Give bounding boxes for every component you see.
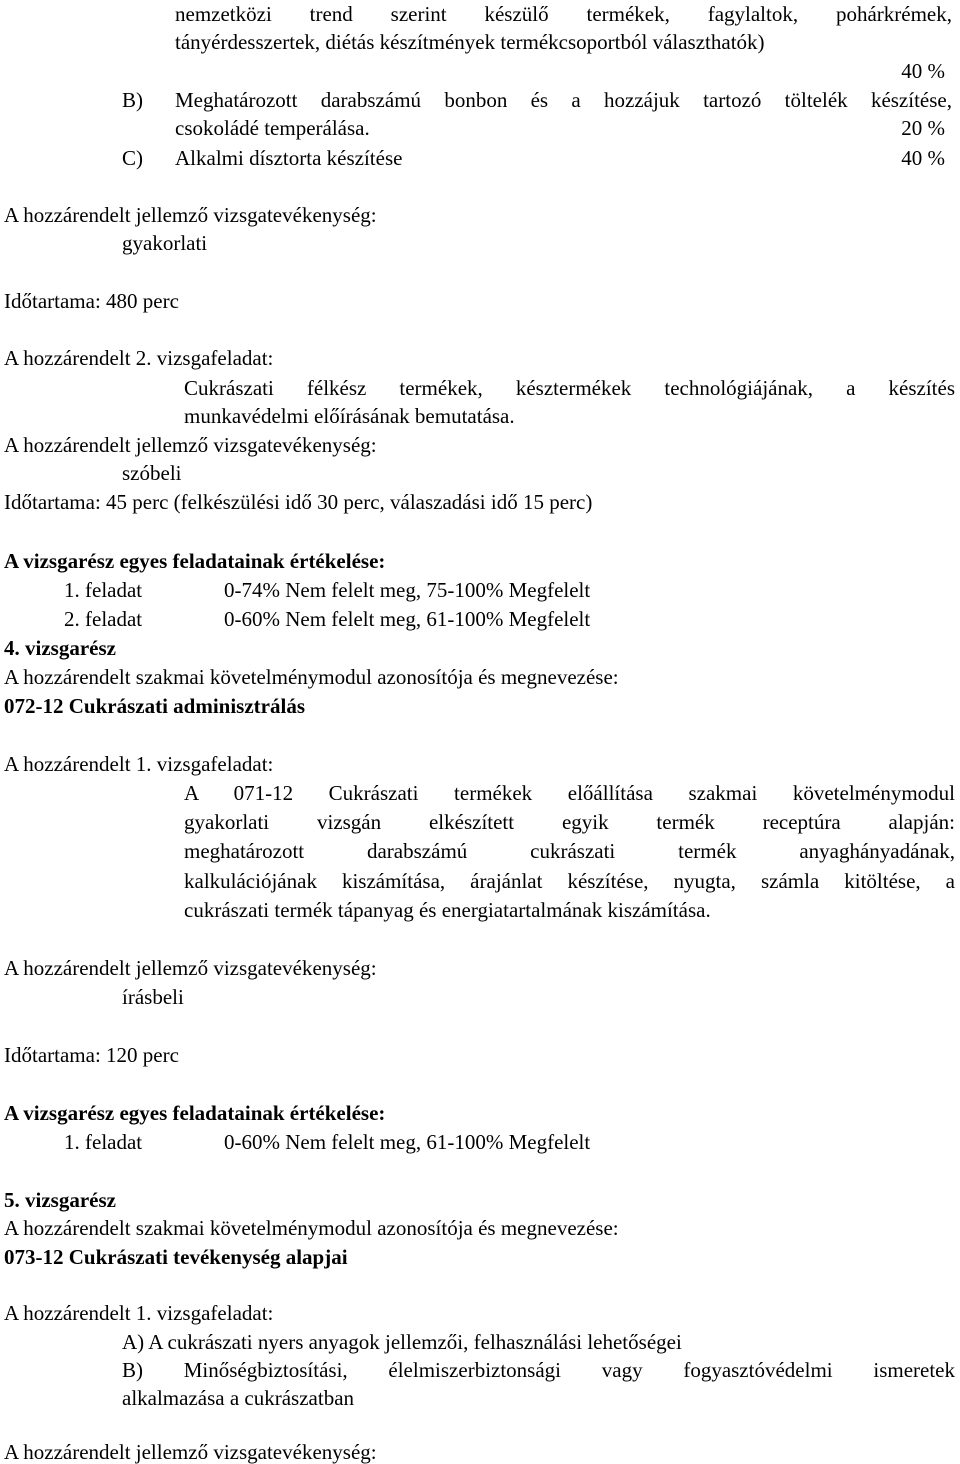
eval-heading: A vizsgarész egyes feladatainak értékelése: bbox=[4, 1101, 386, 1125]
activity-label: A hozzárendelt jellemző vizsgatevékenység: bbox=[4, 433, 377, 457]
activity-label: A hozzárendelt jellemző vizsgatevékenység: bbox=[4, 203, 377, 227]
activity-value: írásbeli bbox=[122, 985, 184, 1009]
duration: Időtartama: 120 perc bbox=[4, 1043, 179, 1067]
text-line: gyakorlati vizsgán elkészített egyik termék receptúra alapján: bbox=[184, 810, 955, 834]
module-name: 072-12 Cukrászati adminisztrálás bbox=[4, 694, 305, 718]
activity-value: szóbeli bbox=[122, 461, 182, 485]
text-line: csokoládé temperálása. bbox=[175, 116, 370, 140]
activity-label: A hozzárendelt jellemző vizsgatevékenység: bbox=[4, 956, 377, 980]
eval-task: 1. feladat bbox=[64, 578, 143, 602]
list-marker: B) bbox=[122, 88, 143, 112]
task-label: A hozzárendelt 1. vizsgafeladat: bbox=[4, 752, 274, 776]
section-heading: 4. vizsgarész bbox=[4, 636, 116, 660]
text-line: alkalmazása a cukrászatban bbox=[122, 1386, 355, 1410]
percentage: 40 % bbox=[901, 59, 945, 83]
duration: Időtartama: 480 perc bbox=[4, 289, 179, 313]
activity-value: gyakorlati bbox=[122, 231, 208, 255]
eval-result: 0-60% Nem felelt meg, 61-100% Megfelelt bbox=[224, 1130, 591, 1154]
list-marker: C) bbox=[122, 146, 143, 170]
eval-task: 1. feladat bbox=[64, 1130, 143, 1154]
eval-result: 0-60% Nem felelt meg, 61-100% Megfelelt bbox=[224, 607, 591, 631]
module-label: A hozzárendelt szakmai követelménymodul azonosítója és megnevezése: bbox=[4, 665, 619, 689]
section-heading: 5. vizsgarész bbox=[4, 1188, 116, 1212]
task-label: A hozzárendelt 1. vizsgafeladat: bbox=[4, 1301, 274, 1325]
text-line: tányérdesszertek, diétás készítmények termékcsoportból választhatók) bbox=[175, 30, 765, 54]
text-line: A 071-12 Cukrászati termékek előállítása szakmai követelménymodul bbox=[184, 781, 955, 805]
text-line: Cukrászati félkész termékek, késztermékek technológiájának, a készítés bbox=[184, 376, 955, 400]
text-line: Alkalmi dísztorta készítése bbox=[175, 146, 403, 170]
eval-result: 0-74% Nem felelt meg, 75-100% Megfelelt bbox=[224, 578, 591, 602]
text-line: cukrászati termék tápanyag és energiatartalmának kiszámítása. bbox=[184, 898, 711, 922]
module-name: 073-12 Cukrászati tevékenység alapjai bbox=[4, 1245, 348, 1269]
task-label: A hozzárendelt 2. vizsgafeladat: bbox=[4, 346, 274, 370]
text-line: munkavédelmi előírásának bemutatása. bbox=[184, 404, 515, 428]
text-line: meghatározott darabszámú cukrászati termék anyaghányadának, bbox=[184, 839, 955, 863]
text-line: A) A cukrászati nyers anyagok jellemzői, felhasználási lehetőségei bbox=[122, 1330, 682, 1354]
text-line: B) Minőségbiztosítási, élelmiszerbiztonsági vagy fogyasztóvédelmi ismeretek bbox=[122, 1358, 955, 1382]
percentage: 20 % bbox=[901, 116, 945, 140]
text-line: kalkulációjának kiszámítása, árajánlat készítése, nyugta, számla kitöltése, a bbox=[184, 869, 955, 893]
eval-heading: A vizsgarész egyes feladatainak értékelése: bbox=[4, 549, 386, 573]
percentage: 40 % bbox=[901, 146, 945, 170]
activity-label: A hozzárendelt jellemző vizsgatevékenység: bbox=[4, 1440, 377, 1464]
module-label: A hozzárendelt szakmai követelménymodul azonosítója és megnevezése: bbox=[4, 1216, 619, 1240]
duration: Időtartama: 45 perc (felkészülési idő 30 perc, válaszadási idő 15 perc) bbox=[4, 490, 593, 514]
text-line: nemzetközi trend szerint készülő termékek, fagylaltok, pohárkrémek, bbox=[175, 2, 952, 26]
eval-task: 2. feladat bbox=[64, 607, 143, 631]
text-line: Meghatározott darabszámú bonbon és a hozzájuk tartozó töltelék készítése, bbox=[175, 88, 952, 112]
